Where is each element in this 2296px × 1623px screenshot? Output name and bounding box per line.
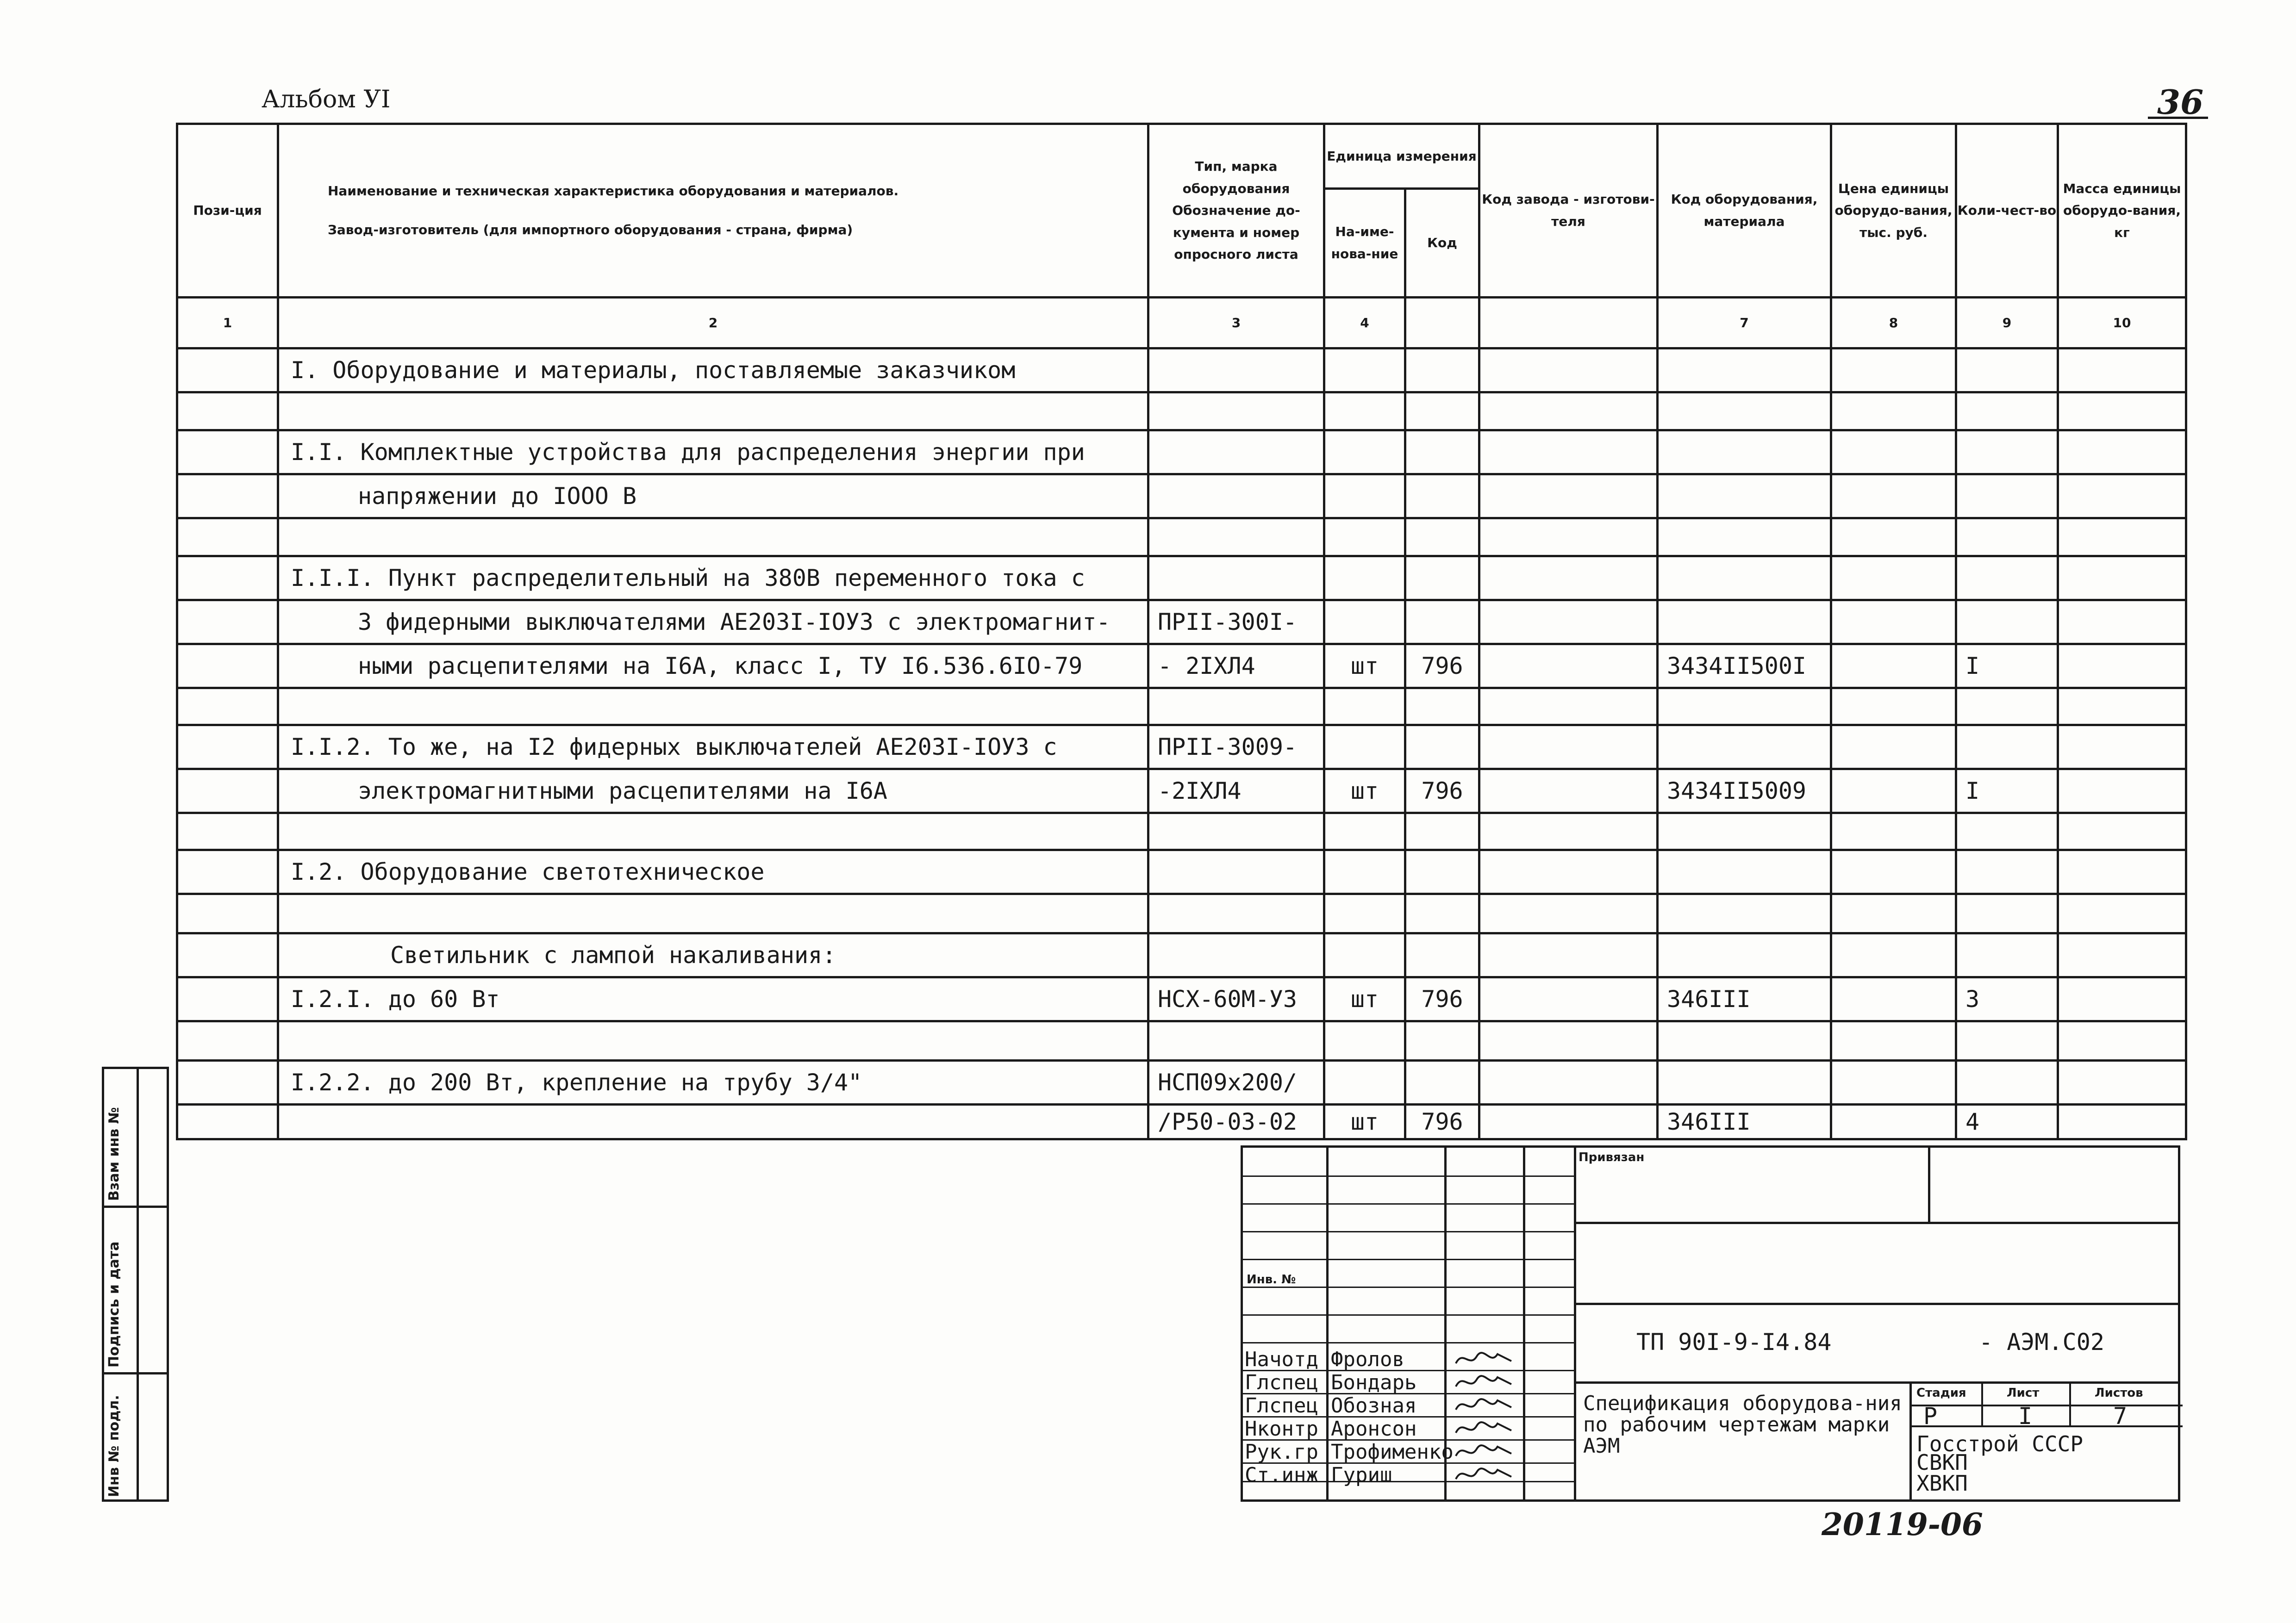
factory-code-cell xyxy=(1479,348,1658,392)
name-cell xyxy=(278,894,1148,933)
table-row xyxy=(177,977,2186,1021)
position-cell xyxy=(177,933,278,977)
sheet-label: Лист xyxy=(2007,1386,2040,1400)
unit-name-cell xyxy=(1324,933,1405,977)
position-cell xyxy=(177,688,278,725)
signature-role: Рук.гр xyxy=(1245,1440,1318,1464)
position-cell xyxy=(177,600,278,644)
quantity-cell: I xyxy=(1956,644,2058,688)
name-cell xyxy=(278,1021,1148,1061)
mass-cell xyxy=(2058,600,2186,644)
quantity-cell xyxy=(1956,725,2058,769)
type-cell xyxy=(1148,933,1324,977)
signature-role: Ст.инж xyxy=(1245,1463,1318,1487)
price-cell xyxy=(1831,894,1956,933)
handwritten-signature xyxy=(1451,1440,1521,1463)
signature-name: Гуриш xyxy=(1331,1463,1392,1487)
privyazan-label: Привязан xyxy=(1578,1150,1645,1164)
signature-name: Фролов xyxy=(1331,1348,1404,1371)
unit-name-cell: шт xyxy=(1324,769,1405,813)
price-cell xyxy=(1831,430,1956,474)
inv-podl-label: Инв № подл. xyxy=(106,1395,122,1497)
column-number: 4 xyxy=(1324,298,1405,348)
sheets-value: 7 xyxy=(2113,1403,2128,1430)
factory-code-cell xyxy=(1479,430,1658,474)
unit-code-cell: 796 xyxy=(1405,1105,1479,1139)
signature-role: Глспец xyxy=(1245,1371,1318,1394)
unit-name-cell xyxy=(1324,725,1405,769)
type-cell: НСХ-60М-УЗ xyxy=(1148,977,1324,1021)
position-cell xyxy=(177,348,278,392)
name-cell: ными расцепителями на I6А, класс I, ТУ I6.536.6IO-79 xyxy=(278,644,1148,688)
document-title: Спецификация оборудова-ния по рабочим чертежам марки АЭМ xyxy=(1583,1392,1902,1458)
mass-cell xyxy=(2058,644,2186,688)
table-row xyxy=(177,933,2186,977)
position-cell xyxy=(177,850,278,894)
handwritten-number: 20119-06 xyxy=(1822,1506,1983,1542)
position-cell xyxy=(177,556,278,600)
quantity-cell xyxy=(1956,1021,2058,1061)
unit-name-cell xyxy=(1324,813,1405,850)
type-cell xyxy=(1148,556,1324,600)
column-number xyxy=(1405,298,1479,348)
type-cell xyxy=(1148,392,1324,430)
type-cell xyxy=(1148,894,1324,933)
name-cell: I.I.I. Пункт распределительный на 380В переменного тока с xyxy=(278,556,1148,600)
type-cell xyxy=(1148,813,1324,850)
name-cell: I.2.I. до 60 Вт xyxy=(278,977,1148,1021)
equipment-code-cell xyxy=(1658,518,1831,556)
name-cell xyxy=(278,518,1148,556)
handwritten-signature xyxy=(1451,1370,1521,1393)
quantity-cell: I xyxy=(1956,769,2058,813)
type-cell xyxy=(1148,430,1324,474)
equipment-code-cell xyxy=(1658,725,1831,769)
title-block xyxy=(1241,1145,2180,1502)
type-cell xyxy=(1148,518,1324,556)
price-cell xyxy=(1831,348,1956,392)
position-cell xyxy=(177,1105,278,1139)
type-cell xyxy=(1148,850,1324,894)
unit-name-cell xyxy=(1324,850,1405,894)
price-cell xyxy=(1831,933,1956,977)
name-cell: 3 фидерными выключателями АЕ203I-IOУЗ с электромагнит- xyxy=(278,600,1148,644)
stage-value: Р xyxy=(1923,1403,1938,1430)
mass-cell xyxy=(2058,1061,2186,1105)
factory-code-cell xyxy=(1479,933,1658,977)
handwritten-signature xyxy=(1451,1417,1521,1440)
price-cell xyxy=(1831,600,1956,644)
equipment-code-cell xyxy=(1658,600,1831,644)
header-position: Пози-ция xyxy=(177,124,278,298)
equipment-code-cell: 346III xyxy=(1658,977,1831,1021)
factory-code-cell xyxy=(1479,977,1658,1021)
unit-code-cell xyxy=(1405,850,1479,894)
column-number: 9 xyxy=(1956,298,2058,348)
unit-code-cell: 796 xyxy=(1405,769,1479,813)
factory-code-cell xyxy=(1479,1021,1658,1061)
table-row xyxy=(177,644,2186,688)
unit-code-cell xyxy=(1405,894,1479,933)
handwritten-signature xyxy=(1451,1393,1521,1417)
unit-code-cell xyxy=(1405,518,1479,556)
position-cell xyxy=(177,769,278,813)
specification-table xyxy=(176,123,2187,1140)
column-number: 7 xyxy=(1658,298,1831,348)
price-cell xyxy=(1831,1061,1956,1105)
column-number: 1 xyxy=(177,298,278,348)
header-name-line1: Наименование и техническая характеристика оборудования и материалов. xyxy=(328,183,899,199)
unit-code-cell xyxy=(1405,813,1479,850)
unit-code-cell xyxy=(1405,1021,1479,1061)
name-cell: I. Оборудование и материалы, поставляемые заказчиком xyxy=(278,348,1148,392)
header-quantity: Коли-чест-во xyxy=(1956,124,2058,298)
signature-role: Глспец xyxy=(1245,1394,1318,1418)
table-row xyxy=(177,348,2186,392)
quantity-cell: 3 xyxy=(1956,977,2058,1021)
table-row xyxy=(177,430,2186,474)
unit-code-cell xyxy=(1405,933,1479,977)
quantity-cell xyxy=(1956,430,2058,474)
position-cell xyxy=(177,977,278,1021)
quantity-cell xyxy=(1956,1061,2058,1105)
quantity-cell xyxy=(1956,894,2058,933)
unit-name-cell: шт xyxy=(1324,1105,1405,1139)
table-row xyxy=(177,725,2186,769)
unit-code-cell xyxy=(1405,600,1479,644)
equipment-code-cell xyxy=(1658,556,1831,600)
unit-code-cell: 796 xyxy=(1405,644,1479,688)
unit-name-cell xyxy=(1324,348,1405,392)
stage-label: Стадия xyxy=(1916,1386,1966,1400)
factory-code-cell xyxy=(1479,392,1658,430)
unit-name-cell xyxy=(1324,392,1405,430)
table-row xyxy=(177,1105,2186,1139)
unit-name-cell xyxy=(1324,1061,1405,1105)
type-cell: ПРII-3009- xyxy=(1148,725,1324,769)
mass-cell xyxy=(2058,977,2186,1021)
quantity-cell xyxy=(1956,850,2058,894)
equipment-code-cell xyxy=(1658,1021,1831,1061)
header-name xyxy=(278,124,1148,298)
name-cell: I.I. Комплектные устройства для распределения энергии при xyxy=(278,430,1148,474)
position-cell xyxy=(177,644,278,688)
equipment-code-cell: 346III xyxy=(1658,1105,1831,1139)
signature-name: Трофименко xyxy=(1331,1440,1454,1464)
name-cell: I.2. Оборудование светотехническое xyxy=(278,850,1148,894)
price-cell xyxy=(1831,474,1956,518)
mass-cell xyxy=(2058,813,2186,850)
header-price: Цена единицы оборудо-вания, тыс. руб. xyxy=(1831,124,1956,298)
price-cell xyxy=(1831,644,1956,688)
factory-code-cell xyxy=(1479,688,1658,725)
equipment-code-cell xyxy=(1658,392,1831,430)
type-cell: ПРII-300I- xyxy=(1148,600,1324,644)
unit-name-cell xyxy=(1324,1021,1405,1061)
factory-code-cell xyxy=(1479,769,1658,813)
column-number: 10 xyxy=(2058,298,2186,348)
equipment-code-cell xyxy=(1658,933,1831,977)
type-cell xyxy=(1148,1021,1324,1061)
table-row xyxy=(177,474,2186,518)
unit-code-cell xyxy=(1405,688,1479,725)
signature-role: Начотд xyxy=(1245,1348,1318,1371)
name-cell xyxy=(278,1105,1148,1139)
mass-cell xyxy=(2058,725,2186,769)
mass-cell xyxy=(2058,348,2186,392)
position-cell xyxy=(177,894,278,933)
price-cell xyxy=(1831,556,1956,600)
price-cell xyxy=(1831,769,1956,813)
sheet-value: I xyxy=(2018,1403,2033,1430)
name-cell xyxy=(278,392,1148,430)
type-cell xyxy=(1148,474,1324,518)
header-unit-group: Единица измерения xyxy=(1324,124,1479,189)
factory-code-cell xyxy=(1479,894,1658,933)
handwritten-signature xyxy=(1451,1347,1521,1370)
unit-code-cell xyxy=(1405,1061,1479,1105)
equipment-code-cell xyxy=(1658,474,1831,518)
org-line3: ХВКП xyxy=(1916,1471,1968,1496)
table-body xyxy=(177,348,2186,1139)
page-number: 36 xyxy=(2157,82,2204,122)
mass-cell xyxy=(2058,474,2186,518)
vzam-inv-label: Взам инв № xyxy=(106,1107,122,1201)
position-cell xyxy=(177,1061,278,1105)
table-row xyxy=(177,688,2186,725)
table-row xyxy=(177,600,2186,644)
unit-name-cell: шт xyxy=(1324,977,1405,1021)
factory-code-cell xyxy=(1479,474,1658,518)
price-cell xyxy=(1831,392,1956,430)
table-row xyxy=(177,518,2186,556)
quantity-cell xyxy=(1956,688,2058,725)
header-mass: Масса единицы оборудо-вания, кг xyxy=(2058,124,2186,298)
unit-name-cell xyxy=(1324,430,1405,474)
quantity-cell xyxy=(1956,933,2058,977)
table-row xyxy=(177,813,2186,850)
unit-code-cell xyxy=(1405,556,1479,600)
quantity-cell xyxy=(1956,348,2058,392)
factory-code-cell xyxy=(1479,813,1658,850)
unit-code-cell xyxy=(1405,392,1479,430)
mass-cell xyxy=(2058,894,2186,933)
unit-name-cell xyxy=(1324,474,1405,518)
factory-code-cell xyxy=(1479,850,1658,894)
unit-code-cell xyxy=(1405,725,1479,769)
quantity-cell xyxy=(1956,392,2058,430)
name-cell: Светильник с лампой накаливания: xyxy=(278,933,1148,977)
table-row xyxy=(177,1061,2186,1105)
equipment-code-cell xyxy=(1658,348,1831,392)
type-cell: /Р50-03-02 xyxy=(1148,1105,1324,1139)
side-stamp-strip xyxy=(102,1067,169,1502)
document-suffix: - АЭМ.С02 xyxy=(1979,1329,2104,1356)
factory-code-cell xyxy=(1479,644,1658,688)
signature-name: Бондарь xyxy=(1331,1371,1417,1394)
column-number: 3 xyxy=(1148,298,1324,348)
unit-code-cell xyxy=(1405,348,1479,392)
mass-cell xyxy=(2058,1105,2186,1139)
name-cell xyxy=(278,688,1148,725)
position-cell xyxy=(177,518,278,556)
column-number: 8 xyxy=(1831,298,1956,348)
factory-code-cell xyxy=(1479,1061,1658,1105)
price-cell xyxy=(1831,850,1956,894)
mass-cell xyxy=(2058,430,2186,474)
type-cell: НСП09х200/ xyxy=(1148,1061,1324,1105)
header-unit-name: На-име-нова-ние xyxy=(1324,189,1405,298)
name-cell: I.I.2. То же, на I2 фидерных выключателей АЕ203I-IOУЗ с xyxy=(278,725,1148,769)
header-type: Тип, марка оборудования Обозначение до-кумента и номер опросного листа xyxy=(1148,124,1324,298)
quantity-cell xyxy=(1956,556,2058,600)
unit-name-cell xyxy=(1324,600,1405,644)
type-cell xyxy=(1148,688,1324,725)
mass-cell xyxy=(2058,1021,2186,1061)
name-cell xyxy=(278,813,1148,850)
signature-name: Обозная xyxy=(1331,1394,1417,1418)
header-factory-code: Код завода - изготови-теля xyxy=(1479,124,1658,298)
handwritten-signature xyxy=(1451,1463,1521,1486)
quantity-cell: 4 xyxy=(1956,1105,2058,1139)
header-name-line2: Завод-изготовитель (для импортного оборудования - страна, фирма) xyxy=(328,222,853,237)
type-cell xyxy=(1148,348,1324,392)
name-cell: напряжении до IOOO В xyxy=(278,474,1148,518)
factory-code-cell xyxy=(1479,1105,1658,1139)
name-cell: электромагнитными расцепителями на I6А xyxy=(278,769,1148,813)
factory-code-cell xyxy=(1479,725,1658,769)
position-cell xyxy=(177,392,278,430)
equipment-code-cell: 3434II5009 xyxy=(1658,769,1831,813)
price-cell xyxy=(1831,977,1956,1021)
unit-name-cell xyxy=(1324,894,1405,933)
price-cell xyxy=(1831,725,1956,769)
quantity-cell xyxy=(1956,813,2058,850)
position-cell xyxy=(177,1021,278,1061)
table-row xyxy=(177,894,2186,933)
table-row xyxy=(177,1021,2186,1061)
org-line2: СВКП xyxy=(1916,1450,1968,1475)
price-cell xyxy=(1831,1105,1956,1139)
mass-cell xyxy=(2058,769,2186,813)
type-cell: -2IХЛ4 xyxy=(1148,769,1324,813)
mass-cell xyxy=(2058,392,2186,430)
column-number: 2 xyxy=(278,298,1148,348)
name-cell: I.2.2. до 200 Вт, крепление на трубу 3/4" xyxy=(278,1061,1148,1105)
unit-code-cell xyxy=(1405,474,1479,518)
quantity-cell xyxy=(1956,518,2058,556)
mass-cell xyxy=(2058,933,2186,977)
unit-code-cell xyxy=(1405,430,1479,474)
position-cell xyxy=(177,725,278,769)
position-cell xyxy=(177,813,278,850)
position-cell xyxy=(177,474,278,518)
inv-no-label: Инв. № xyxy=(1247,1273,1296,1287)
unit-name-cell xyxy=(1324,688,1405,725)
equipment-code-cell xyxy=(1658,894,1831,933)
header-unit-code: Код xyxy=(1405,189,1479,298)
signature-role: Нконтр xyxy=(1245,1417,1318,1441)
mass-cell xyxy=(2058,688,2186,725)
position-cell xyxy=(177,430,278,474)
equipment-code-cell: 3434II500I xyxy=(1658,644,1831,688)
table-row xyxy=(177,392,2186,430)
equipment-code-cell xyxy=(1658,813,1831,850)
price-cell xyxy=(1831,1021,1956,1061)
document-code: ТП 90I-9-I4.84 xyxy=(1636,1329,1832,1356)
sheets-label: Листов xyxy=(2095,1386,2143,1400)
equipment-code-cell xyxy=(1658,850,1831,894)
factory-code-cell xyxy=(1479,518,1658,556)
org-line1: Госстрой СССР xyxy=(1916,1431,2084,1456)
equipment-code-cell xyxy=(1658,1061,1831,1105)
table-row xyxy=(177,850,2186,894)
type-cell: - 2IХЛ4 xyxy=(1148,644,1324,688)
table-row xyxy=(177,556,2186,600)
price-cell xyxy=(1831,813,1956,850)
album-label: Альбом УI xyxy=(262,86,391,113)
podpis-data-label: Подпись и дата xyxy=(106,1241,122,1368)
equipment-code-cell xyxy=(1658,688,1831,725)
mass-cell xyxy=(2058,850,2186,894)
equipment-code-cell xyxy=(1658,430,1831,474)
factory-code-cell xyxy=(1479,600,1658,644)
column-number xyxy=(1479,298,1658,348)
unit-name-cell xyxy=(1324,518,1405,556)
unit-name-cell xyxy=(1324,556,1405,600)
price-cell xyxy=(1831,688,1956,725)
price-cell xyxy=(1831,518,1956,556)
quantity-cell xyxy=(1956,474,2058,518)
unit-code-cell: 796 xyxy=(1405,977,1479,1021)
factory-code-cell xyxy=(1479,556,1658,600)
table-row xyxy=(177,769,2186,813)
quantity-cell xyxy=(1956,600,2058,644)
header-equipment-code: Код оборудования, материала xyxy=(1658,124,1831,298)
signature-name: Аронсон xyxy=(1331,1417,1417,1441)
unit-name-cell: шт xyxy=(1324,644,1405,688)
mass-cell xyxy=(2058,518,2186,556)
mass-cell xyxy=(2058,556,2186,600)
